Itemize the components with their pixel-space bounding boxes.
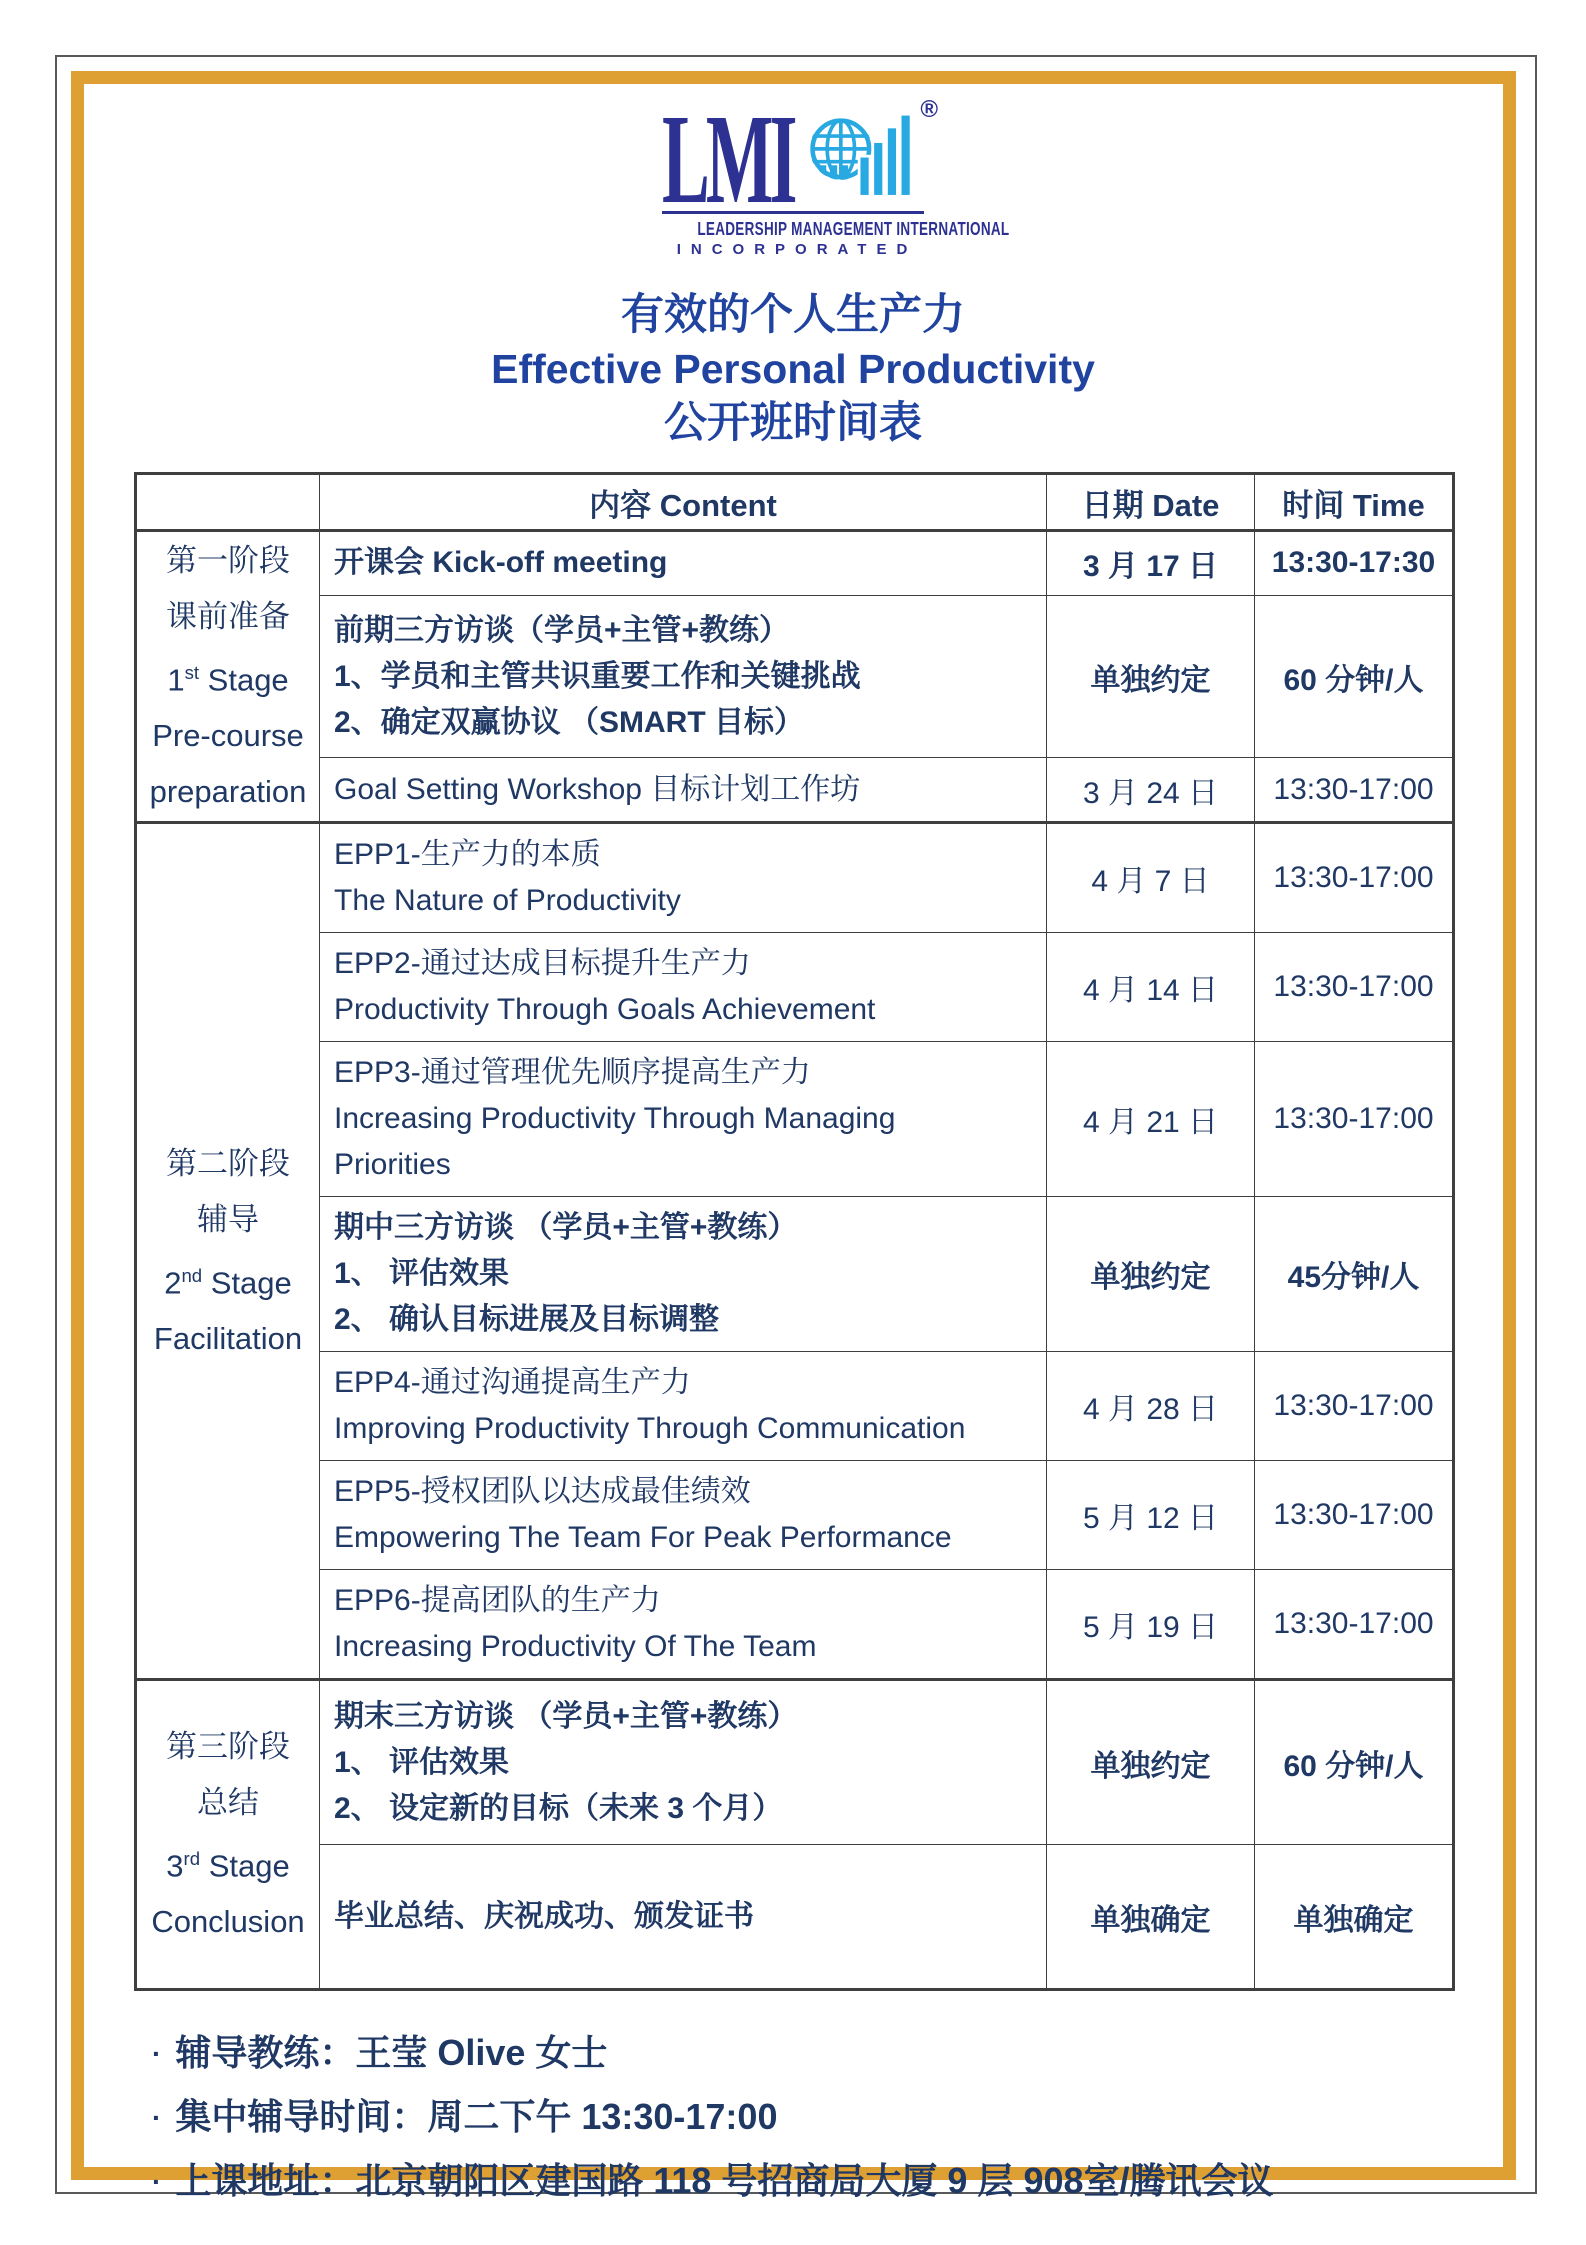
row-epp1 (136, 823, 1454, 933)
row-epp2 (136, 933, 1454, 1042)
content-cell (320, 1197, 1047, 1352)
content-line: 期中三方访谈 （学员+主管+教练） (334, 1211, 798, 1245)
bullet-icon: · (152, 2038, 162, 2070)
content-line: 2、确定双赢协议 （SMART 目标） (334, 705, 805, 739)
time-cell: 13:30-17:00 (1255, 1461, 1454, 1570)
row-epp5 (136, 1461, 1454, 1570)
stage1-en-ordinal: 1st Stage (167, 662, 289, 698)
time-cell: 13:30-17:00 (1255, 758, 1454, 823)
time-cell: 60 分钟/人 (1255, 595, 1454, 757)
content-cell (320, 823, 1047, 933)
lmi-logo-top (662, 88, 938, 231)
note-address (152, 2149, 1586, 2213)
stage3-zh2: 总结 (197, 1785, 259, 1821)
stage2-zh2: 辅导 (197, 1201, 259, 1237)
note-text: 辅导教练：王莹 Olive 女士 (175, 2032, 608, 2074)
note-text: 上课地址：北京朝阳区建国路 118 号招商局大厦 9 层 908室/腾讯会议 (175, 2160, 1274, 2202)
content-line: Productivity Through Goals Achievement (334, 993, 876, 1027)
schedule-table (134, 472, 1455, 1991)
content-line: 期末三方访谈 （学员+主管+教练） (334, 1699, 798, 1733)
logo-name: LEADERSHIP MANAGEMENT INTERNATIONAL (697, 218, 1010, 239)
stage2-en1: Facilitation (153, 1320, 303, 1356)
content-cell (320, 1680, 1047, 1845)
content-line: 开课会 Kick-off meeting (334, 546, 668, 580)
content-cell (320, 1570, 1047, 1680)
date-cell: 单独约定 (1047, 595, 1255, 757)
date-cell: 3 月 24 日 (1047, 758, 1255, 823)
time-cell: 单独确定 (1255, 1845, 1454, 1990)
stage3-cell (136, 1680, 320, 1990)
content-column-header: 内容 Content (320, 474, 1047, 531)
stage1-zh1: 第一阶段 (166, 543, 290, 578)
lmi-logo (662, 88, 1010, 258)
date-cell: 5 月 12 日 (1047, 1461, 1255, 1570)
date-cell: 4 月 7 日 (1047, 823, 1255, 933)
content-line: Increasing Productivity Of The Team (334, 1630, 817, 1664)
content-cell (320, 1845, 1047, 1990)
date-cell: 3 月 17 日 (1047, 531, 1255, 596)
stage1-en1: Pre-course (152, 718, 304, 754)
globe-bars-icon (808, 108, 912, 208)
row-epp4 (136, 1352, 1454, 1461)
content-line: 2、 设定新的目标（未来 3 个月） (334, 1791, 783, 1825)
row-final-interview (136, 1680, 1454, 1845)
content-line: EPP2-通过达成目标提升生产力 (334, 947, 751, 981)
stage3-zh1: 第三阶段 (166, 1729, 290, 1765)
title-block (0, 288, 1586, 450)
content-line: EPP4-通过沟通提高生产力 (334, 1366, 691, 1400)
course-title-zh: 有效的个人生产力 (621, 291, 965, 339)
header-row (136, 474, 1454, 531)
stage2-cell (136, 823, 320, 1680)
time-cell: 45分钟/人 (1255, 1197, 1454, 1352)
time-cell: 13:30-17:00 (1255, 823, 1454, 933)
content-line: 前期三方访谈（学员+主管+教练） (334, 613, 790, 647)
content-cell (320, 531, 1047, 596)
date-cell: 单独确定 (1047, 1845, 1255, 1990)
row-pre-interview (136, 595, 1454, 757)
time-cell: 13:30-17:00 (1255, 1042, 1454, 1197)
date-cell: 5 月 19 日 (1047, 1570, 1255, 1680)
content-line: EPP1-生产力的本质 (334, 838, 601, 872)
row-kickoff (136, 531, 1454, 596)
stage2-en-ordinal: 2nd Stage (164, 1264, 292, 1300)
time-column-header: 时间 Time (1255, 474, 1454, 531)
content-cell (320, 1461, 1047, 1570)
row-epp6 (136, 1570, 1454, 1680)
stage-column-header (136, 474, 320, 531)
course-title-en: Effective Personal Productivity (491, 346, 1095, 392)
row-mid-interview (136, 1197, 1454, 1352)
stage1-cell (136, 531, 320, 823)
content-cell (320, 1042, 1047, 1197)
content-cell (320, 758, 1047, 823)
note-time (152, 2085, 1586, 2149)
note-text: 集中辅导时间：周二下午 13:30-17:00 (175, 2096, 778, 2138)
time-cell: 13:30-17:00 (1255, 1352, 1454, 1461)
note-coach (152, 2021, 1586, 2085)
content-line: Goal Setting Workshop 目标计划工作坊 (334, 772, 861, 806)
time-cell: 13:30-17:00 (1255, 933, 1454, 1042)
content-line: 毕业总结、庆祝成功、颁发证书 (334, 1899, 754, 1933)
content-cell (320, 933, 1047, 1042)
content-line: EPP5-授权团队以达成最佳绩效 (334, 1475, 751, 1509)
date-cell: 4 月 28 日 (1047, 1352, 1255, 1461)
row-goal-workshop (136, 758, 1454, 823)
content-cell (320, 595, 1047, 757)
content-line: 1、学员和主管共识重要工作和关键挑战 (334, 659, 861, 693)
bullet-icon: · (152, 2166, 162, 2198)
time-cell: 13:30-17:00 (1255, 1570, 1454, 1680)
logo-acronym: LMI (662, 88, 794, 231)
content-line: 1、 评估效果 (334, 1257, 510, 1291)
content-cell (320, 1352, 1047, 1461)
registered-mark: ® (920, 96, 938, 123)
row-epp3 (136, 1042, 1454, 1197)
schedule-subtitle: 公开班时间表 (664, 399, 922, 447)
date-cell: 单独约定 (1047, 1197, 1255, 1352)
row-graduation (136, 1845, 1454, 1990)
stage3-en-ordinal: 3rd Stage (166, 1848, 290, 1884)
logo-acronym-wrap (662, 88, 800, 231)
content-line: 2、 确认目标进展及目标调整 (334, 1303, 720, 1337)
stage1-en2: preparation (149, 774, 307, 810)
content-line: Priorities (334, 1148, 451, 1182)
content-line: EPP6-提高团队的生产力 (334, 1584, 661, 1618)
date-column-header: 日期 Date (1047, 474, 1255, 531)
date-cell: 单独约定 (1047, 1680, 1255, 1845)
time-cell: 13:30-17:30 (1255, 531, 1454, 596)
content-line: EPP3-通过管理优先顺序提高生产力 (334, 1056, 811, 1090)
content-line: Empowering The Team For Peak Performance (334, 1521, 952, 1555)
date-cell: 4 月 14 日 (1047, 933, 1255, 1042)
logo-incorporated: INCORPORATED (676, 241, 918, 258)
time-cell: 60 分钟/人 (1255, 1680, 1454, 1845)
stage2-zh1: 第二阶段 (166, 1145, 290, 1181)
stage1-zh2: 课前准备 (166, 599, 290, 634)
content-line: 1、 评估效果 (334, 1745, 510, 1779)
date-cell: 4 月 21 日 (1047, 1042, 1255, 1197)
stage3-en1: Conclusion (151, 1904, 305, 1940)
content-line: Increasing Productivity Through Managing (334, 1102, 896, 1136)
bullet-icon: · (152, 2102, 162, 2134)
footer-notes (152, 2021, 1586, 2213)
content-line: The Nature of Productivity (334, 884, 681, 918)
content-line: Improving Productivity Through Communication (334, 1412, 966, 1446)
